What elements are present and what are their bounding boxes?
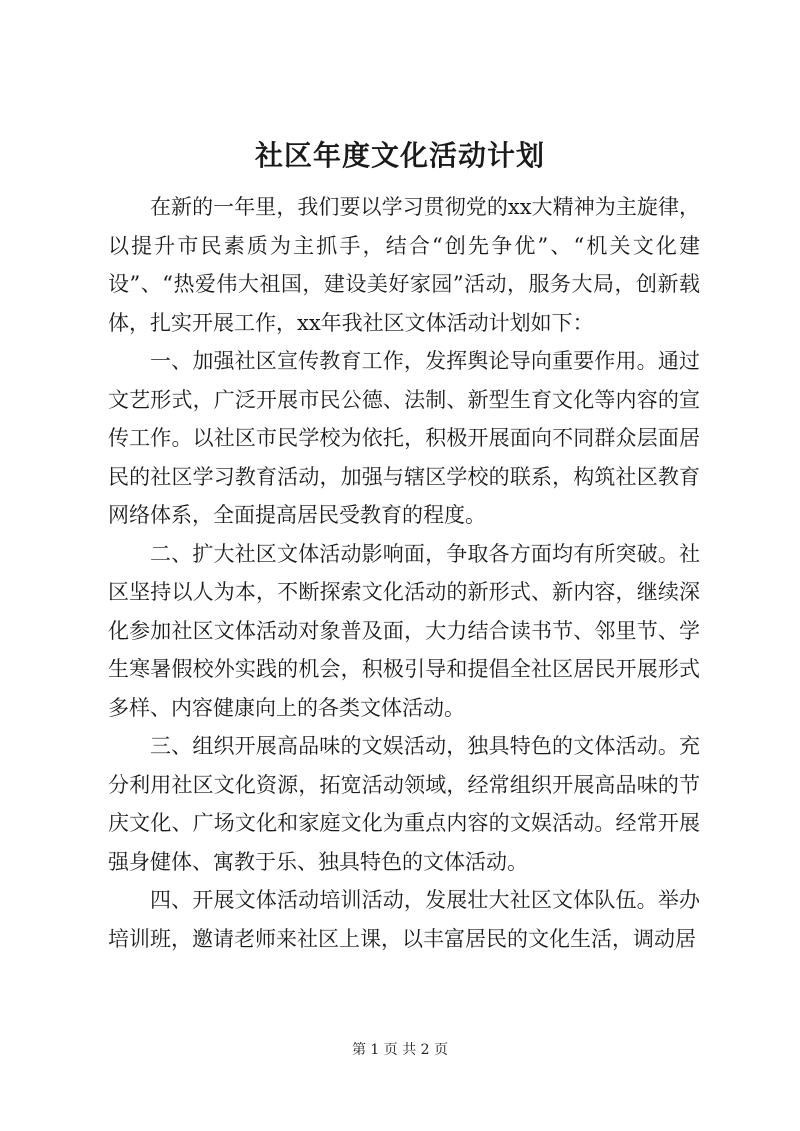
intro-paragraph: 在新的一年里，我们要以学习贯彻党的xx大精神为主旋律，以提升市民素质为主抓手，结合“创先争优”、“机关文化建设”、“热爱伟大祖国，建设美好家园”活动，服务大局，创新载体，扎实开展工作，xx年我社区文体活动计划如下： — [108, 195, 700, 335]
section-1-paragraph: 一、加强社区宣传教育工作，发挥舆论导向重要作用。通过文艺形式，广泛开展市民公德、法制、新型生育文化等内容的宣传工作。以社区市民学校为依托，积极开展面向不同群众层面居民的社区学习教育活动，加强与辖区学校的联系，构筑社区教育网络体系，全面提高居民受教育的程度。 — [108, 349, 700, 527]
document-body — [108, 188, 700, 958]
section-4-paragraph: 四、开展文体活动培训活动，发展壮大社区文体队伍。举办培训班，邀请老师来社区上课，以丰富居民的文化生活，调动居 — [108, 888, 700, 951]
document-title: 社区年度文化活动计划 — [254, 139, 545, 172]
section-2-paragraph: 二、扩大社区文体活动影响面，争取各方面均有所突破。社区坚持以人为本，不断探索文化活动的新形式、新内容，继续深化参加社区文体活动对象普及面，大力结合读书节、邻里节、学生寒暑假校外实践的机会，积极引导和提倡全社区居民开展形式多样、内容健康向上的各类文体活动。 — [108, 541, 700, 720]
section-3-paragraph: 三、组织开展高品味的文娱活动，独具特色的文体活动。充分利用社区文化资源，拓宽活动领域，经常组织开展高品味的节庆文化、广场文化和家庭文化为重点内容的文娱活动。经常开展强身健体、寓教于乐、独具特色的文体活动。 — [108, 734, 700, 874]
page-footer: 第 1 页 共 2 页 — [351, 1042, 449, 1058]
